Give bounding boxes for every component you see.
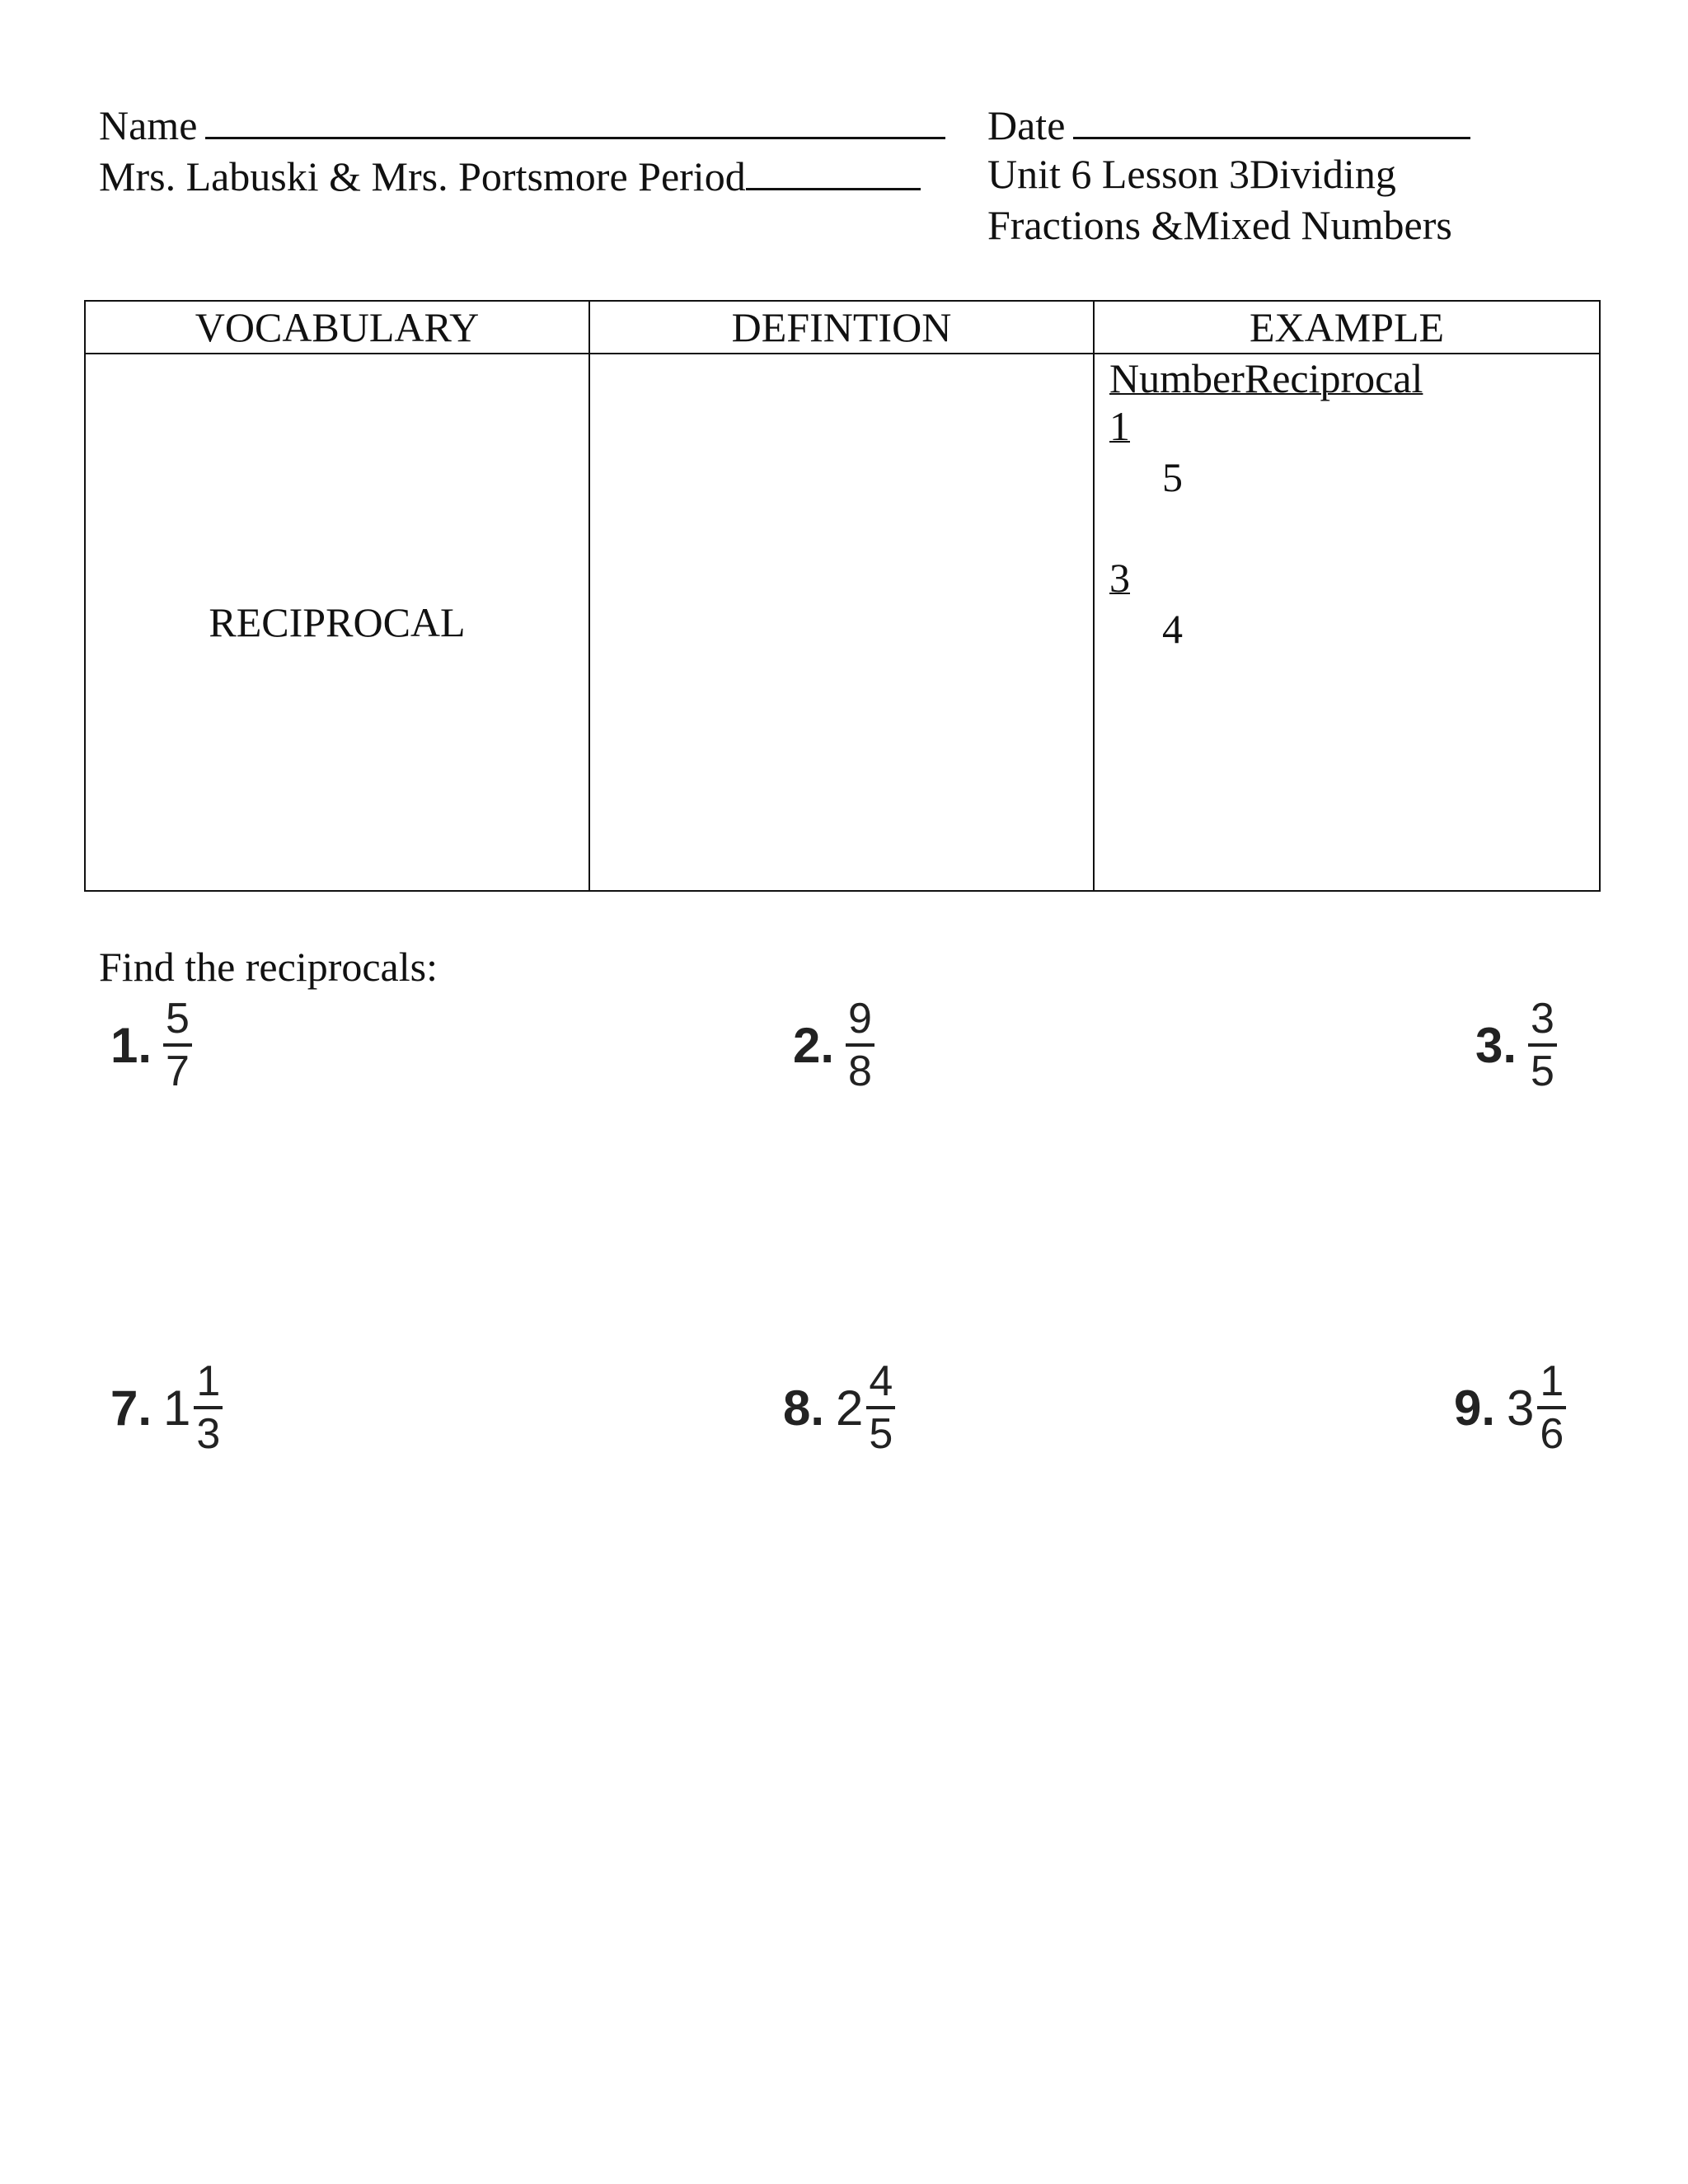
- denominator: 5: [869, 1410, 893, 1458]
- definition-column-header: DEFINTION: [589, 301, 1094, 354]
- problem-7: [110, 1357, 223, 1458]
- fraction-bar: [1528, 1043, 1557, 1047]
- example-column-header: EXAMPLE: [1094, 301, 1600, 354]
- fraction: [846, 997, 874, 1093]
- teachers-period-row: [99, 148, 921, 202]
- name-row: [99, 97, 945, 151]
- vocabulary-column-header: VOCABULARY: [85, 301, 589, 354]
- whole-number: 3: [1507, 1380, 1535, 1436]
- date-label: Date: [987, 102, 1066, 148]
- fraction: [163, 997, 192, 1093]
- numerator: 9: [848, 995, 872, 1043]
- period-blank[interactable]: [746, 148, 921, 190]
- denominator: 6: [1540, 1410, 1564, 1458]
- table-header-row: [85, 301, 1600, 354]
- definition-cell[interactable]: [589, 354, 1094, 891]
- fraction-bar: [163, 1043, 192, 1047]
- name-label: Name: [99, 102, 198, 148]
- lesson-title-line2: Fractions &Mixed Numbers: [987, 202, 1452, 248]
- problem-2: [793, 997, 874, 1093]
- fraction-bar: [1537, 1406, 1566, 1409]
- problem-number: 9.: [1454, 1380, 1496, 1436]
- problem-8: [783, 1357, 895, 1458]
- fraction: [1528, 997, 1557, 1093]
- denominator: 8: [848, 1047, 872, 1095]
- numerator: 4: [869, 1357, 893, 1405]
- term-reciprocal: RECIPROCAL: [209, 599, 466, 645]
- term-cell: [85, 354, 589, 891]
- problem-number: 2.: [793, 1017, 835, 1073]
- example-2-numerator: 3: [1109, 555, 1130, 601]
- date-blank[interactable]: [1073, 97, 1470, 139]
- problem-number: 1.: [110, 1017, 152, 1073]
- name-blank[interactable]: [205, 97, 945, 139]
- problem-3: [1475, 997, 1557, 1093]
- numerator: 1: [196, 1357, 221, 1405]
- numerator: 5: [166, 995, 190, 1043]
- denominator: 7: [166, 1047, 190, 1095]
- fraction-bar: [846, 1043, 874, 1047]
- whole-number: 1: [163, 1380, 191, 1436]
- problem-number: 8.: [783, 1380, 825, 1436]
- teachers-period-label: Mrs. Labuski & Mrs. Portsmore Period: [99, 153, 746, 199]
- problem-1: [110, 997, 192, 1093]
- example-cell: [1094, 354, 1600, 891]
- lesson-title-line1: Unit 6 Lesson 3Dividing: [987, 151, 1396, 197]
- date-row: [987, 97, 1470, 151]
- fraction-bar: [866, 1406, 895, 1409]
- problem-9: [1454, 1357, 1566, 1458]
- denominator: 5: [1531, 1047, 1554, 1095]
- whole-number: 2: [836, 1380, 864, 1436]
- fraction: [866, 1357, 895, 1458]
- problem-number: 3.: [1475, 1017, 1517, 1073]
- numerator: 3: [1531, 995, 1554, 1043]
- instructions: Find the reciprocals:: [99, 944, 438, 990]
- numerator: 1: [1540, 1357, 1564, 1405]
- denominator: 3: [196, 1410, 221, 1458]
- table-row: [85, 354, 1600, 891]
- fraction: [194, 1357, 223, 1458]
- example-heading: NumberReciprocal: [1109, 355, 1423, 401]
- example-2-denominator: 4: [1162, 606, 1183, 652]
- vocabulary-table: [84, 300, 1601, 892]
- problem-number: 7.: [110, 1380, 152, 1436]
- fraction: [1537, 1357, 1566, 1458]
- example-1-numerator: 1: [1109, 403, 1130, 449]
- example-1-denominator: 5: [1162, 454, 1183, 500]
- fraction-bar: [194, 1406, 223, 1409]
